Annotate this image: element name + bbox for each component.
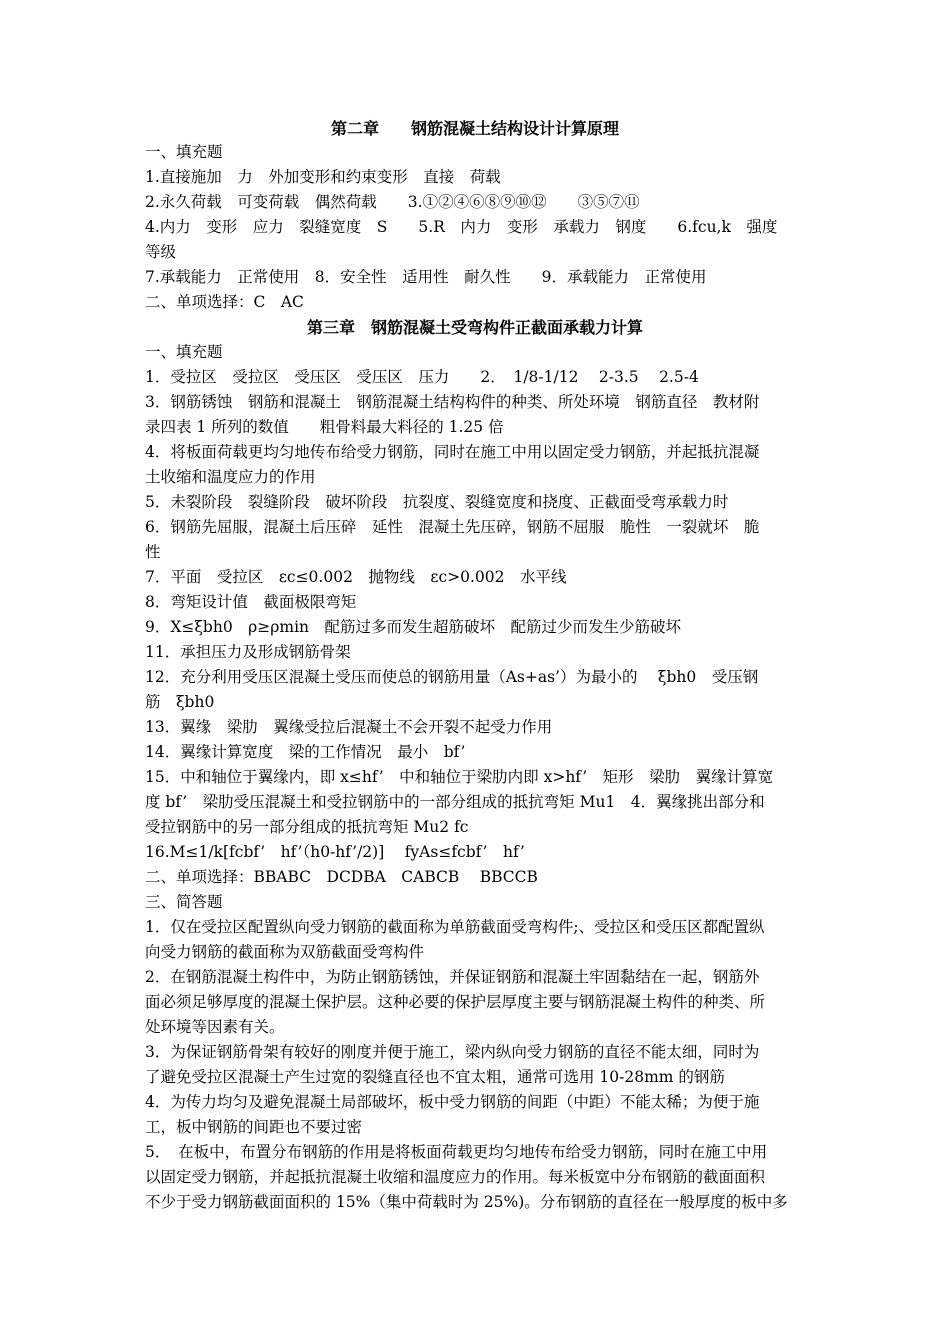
ch3-line: 筋 ξbh0 (145, 693, 215, 711)
ch3-line: 13．翼缘 梁肋 翼缘受拉后混凝土不会开裂不起受力作用 (145, 718, 553, 736)
ch3-fill-heading: 一、填充题 (145, 343, 223, 361)
ch3-line: 面必须足够厚度的混凝土保护层。这种必要的保护层厚度主要与钢筋混凝土构件的种类、所 (145, 993, 766, 1011)
ch3-line: 5．未裂阶段 裂缝阶段 破坏阶段 抗裂度、裂缝宽度和挠度、正截面受弯承载力时 (145, 493, 729, 511)
ch3-line: 受拉钢筋中的另一部分组成的抵抗弯矩 Mu2 fc (145, 818, 469, 836)
chapter-2-title: 第二章 钢筋混凝土结构设计计算原理 (330, 119, 619, 138)
ch3-line: 12．充分利用受压区混凝土受压而使总的钢筋用量（As+as’）为最小的 ξbh0 受压钢 (145, 668, 759, 686)
ch3-line: 了避免受拉区混凝土产生过宽的裂缝直径也不宜太粗，通常可选用 10-28mm 的钢筋 (145, 1068, 725, 1086)
ch3-short-answer-heading: 三、简答题 (145, 893, 223, 911)
ch3-line: 9．X≤ξbh0 ρ≥ρmin 配筋过多而发生超筋破坏 配筋过少而发生少筋破坏 (145, 618, 682, 636)
ch3-line: 1．仅在受拉区配置纵向受力钢筋的截面称为单筋截面受弯构件;、受拉区和受压区都配置纵 (145, 918, 765, 936)
ch3-line: 录四表 1 所列的数值 粗骨料最大料径的 1.25 倍 (145, 418, 504, 436)
ch2-choice-answers: 二、单项选择：C AC (145, 293, 304, 311)
ch2-line: 等级 (145, 243, 177, 261)
ch2-line: 1.直接施加 力 外加变形和约束变形 直接 荷载 (145, 168, 501, 186)
ch3-line: 2．在钢筋混凝土构件中，为防止钢筋锈蚀，并保证钢筋和混凝土牢固黏结在一起，钢筋外 (145, 968, 760, 986)
ch3-line: 5． 在板中，布置分布钢筋的作用是将板面荷载更均匀地传布给受力钢筋，同时在施工中用 (145, 1143, 768, 1161)
ch3-line: 6．钢筋先屈服，混凝土后压碎 延性 混凝土先压碎，钢筋不屈服 脆性 一裂就坏 脆 (145, 518, 760, 536)
chapter-3-title: 第三章 钢筋混凝土受弯构件正截面承载力计算 (306, 318, 643, 337)
ch3-line: 4．为传力均匀及避免混凝土局部破坏，板中受力钢筋的间距（中距）不能太稀；为便于施 (145, 1093, 760, 1111)
ch2-line: 7.承载能力 正常使用 8．安全性 适用性 耐久性 9．承载能力 正常使用 (145, 268, 707, 286)
ch3-line: 11．承担压力及形成钢筋骨架 (145, 643, 351, 661)
ch3-line: 14．翼缘计算宽度 梁的工作情况 最小 bf’ (145, 743, 466, 761)
ch3-choice-answers: 二、单项选择：BBABC DCDBA CABCB BBCCB (145, 868, 538, 886)
ch3-line: 以固定受力钢筋，并起抵抗混凝土收缩和温度应力的作用。每米板宽中分布钢筋的截面面积 (145, 1168, 766, 1186)
ch3-line: 3．钢筋锈蚀 钢筋和混凝土 钢筋混凝土结构构件的种类、所处环境 钢筋直径 教材附 (145, 393, 760, 411)
ch3-line: 7．平面 受拉区 εc≤0.002 抛物线 εc>0.002 水平线 (145, 568, 567, 586)
ch3-line: 1．受拉区 受拉区 受压区 受压区 压力 2． 1/8-1/12 2-3.5 2.5-4 (145, 368, 699, 386)
ch3-line: 性 (145, 543, 161, 561)
ch3-line: 度 bf’ 梁肋受压混凝土和受拉钢筋中的一部分组成的抵抗弯矩 Mu1 4．翼缘挑出部分和 (145, 793, 765, 811)
ch2-fill-heading: 一、填充题 (145, 143, 223, 161)
ch3-line: 4．将板面荷载更均匀地传布给受力钢筋，同时在施工中用以固定受力钢筋，并起抵抗混凝 (145, 443, 760, 461)
ch3-line: 15．中和轴位于翼缘内，即 x≤hf’ 中和轴位于梁肋内即 x>hf’ 矩形 梁肋 翼缘计算宽 (145, 768, 774, 786)
ch3-line: 16.M≤1/k[fcbf’ hf’（h0-hf’/2)] fyAs≤fcbf’ hf’ (145, 843, 525, 861)
ch3-line: 3．为保证钢筋骨架有较好的刚度并便于施工，梁内纵向受力钢筋的直径不能太细，同时为 (145, 1043, 760, 1061)
ch3-line: 向受力钢筋的截面称为双筋截面受弯构件 (145, 943, 425, 961)
ch3-line: 工，板中钢筋的间距也不要过密 (145, 1118, 363, 1136)
ch3-line: 土收缩和温度应力的作用 (145, 468, 316, 486)
ch3-line: 8．弯矩设计值 截面极限弯矩 (145, 593, 357, 611)
ch2-line: 2.永久荷载 可变荷载 偶然荷载 3.①②④⑥⑧⑨⑩⑫ ③⑤⑦⑪ (145, 193, 640, 211)
ch3-line: 不少于受力钢筋截面面积的 15%（集中荷载时为 25%)。分布钢筋的直径在一般厚度的板中多 (145, 1193, 788, 1211)
ch3-line: 处环境等因素有关。 (145, 1018, 285, 1036)
ch2-line: 4.内力 变形 应力 裂缝宽度 S 5.R 内力 变形 承载力 钢度 6.fcu,k 强度 (145, 218, 778, 236)
